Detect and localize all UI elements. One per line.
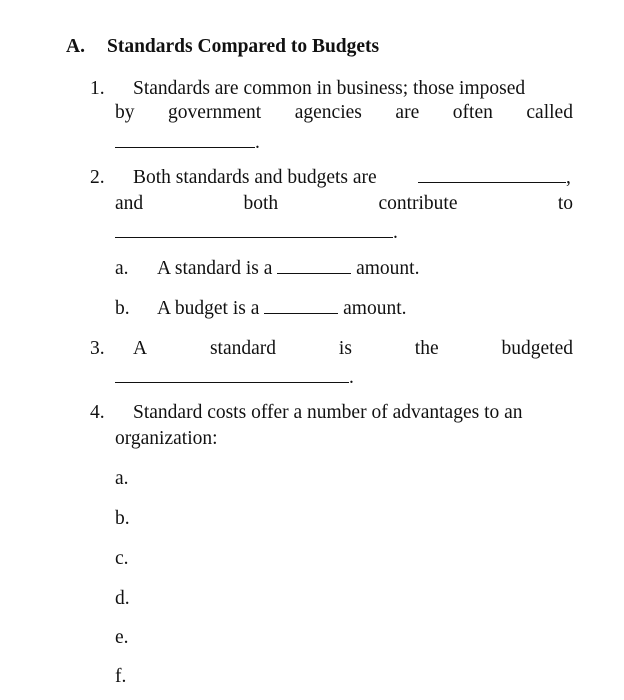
- word: budgeted: [501, 338, 573, 359]
- word: contribute: [378, 193, 458, 214]
- item-3-line-1: [133, 338, 573, 360]
- word: to: [557, 193, 573, 214]
- word: the: [414, 338, 439, 359]
- item-1-line-1: Standards are common in business; those imposed: [133, 78, 526, 99]
- item-4-number: 4.: [90, 402, 105, 423]
- item-2-number: 2.: [90, 167, 105, 188]
- period: .: [349, 367, 354, 388]
- word: both: [243, 193, 279, 214]
- item-2a-text: [157, 258, 419, 280]
- item-3-number: 3.: [90, 338, 105, 359]
- word: and: [115, 193, 144, 214]
- item-4d-letter: d.: [115, 588, 130, 609]
- item-4c-letter: c.: [115, 548, 129, 569]
- word: A: [133, 338, 148, 359]
- item-2-line-2: [115, 193, 573, 215]
- answer-blank[interactable]: [264, 312, 338, 314]
- item-4a-letter: a.: [115, 468, 129, 489]
- item-2b-letter: b.: [115, 298, 130, 319]
- item-2a-after: amount.: [356, 258, 420, 279]
- comma: ,: [566, 167, 571, 188]
- item-4b-letter: b.: [115, 508, 130, 529]
- item-3-answer-line: [115, 367, 354, 389]
- section-letter: A.: [66, 36, 85, 57]
- item-2a-before: A standard is a: [157, 258, 273, 279]
- item-2b-text: [157, 298, 407, 320]
- item-4-line-1: Standard costs offer a number of advantages to an: [133, 402, 523, 423]
- answer-blank[interactable]: [115, 146, 255, 148]
- item-1-line-2: [115, 102, 573, 124]
- answer-blank[interactable]: [115, 381, 349, 383]
- word: standard: [209, 338, 277, 359]
- word: is: [338, 338, 352, 359]
- answer-blank[interactable]: [418, 181, 566, 183]
- period: .: [255, 132, 260, 153]
- word: are: [395, 102, 420, 123]
- item-4e-letter: e.: [115, 627, 129, 648]
- item-2-text: Both standards and budgets are: [133, 167, 377, 188]
- answer-blank[interactable]: [277, 272, 351, 274]
- word: often: [452, 102, 493, 123]
- item-2-blank-1: [418, 167, 571, 189]
- item-2b-before: A budget is a: [157, 298, 260, 319]
- item-4-line-2: organization:: [115, 428, 218, 449]
- period: .: [393, 222, 398, 243]
- word: called: [526, 102, 573, 123]
- word: agencies: [294, 102, 362, 123]
- item-1-answer-line: [115, 132, 260, 154]
- word: government: [168, 102, 262, 123]
- item-2a-letter: a.: [115, 258, 129, 279]
- word: by: [115, 102, 135, 123]
- item-1-number: 1.: [90, 78, 105, 99]
- section-title: Standards Compared to Budgets: [107, 36, 380, 57]
- item-2b-after: amount.: [343, 298, 407, 319]
- item-2-line-1: [133, 167, 377, 189]
- item-2-answer-line: [115, 222, 398, 244]
- item-4f-letter: f.: [115, 666, 127, 687]
- answer-blank[interactable]: [115, 236, 393, 238]
